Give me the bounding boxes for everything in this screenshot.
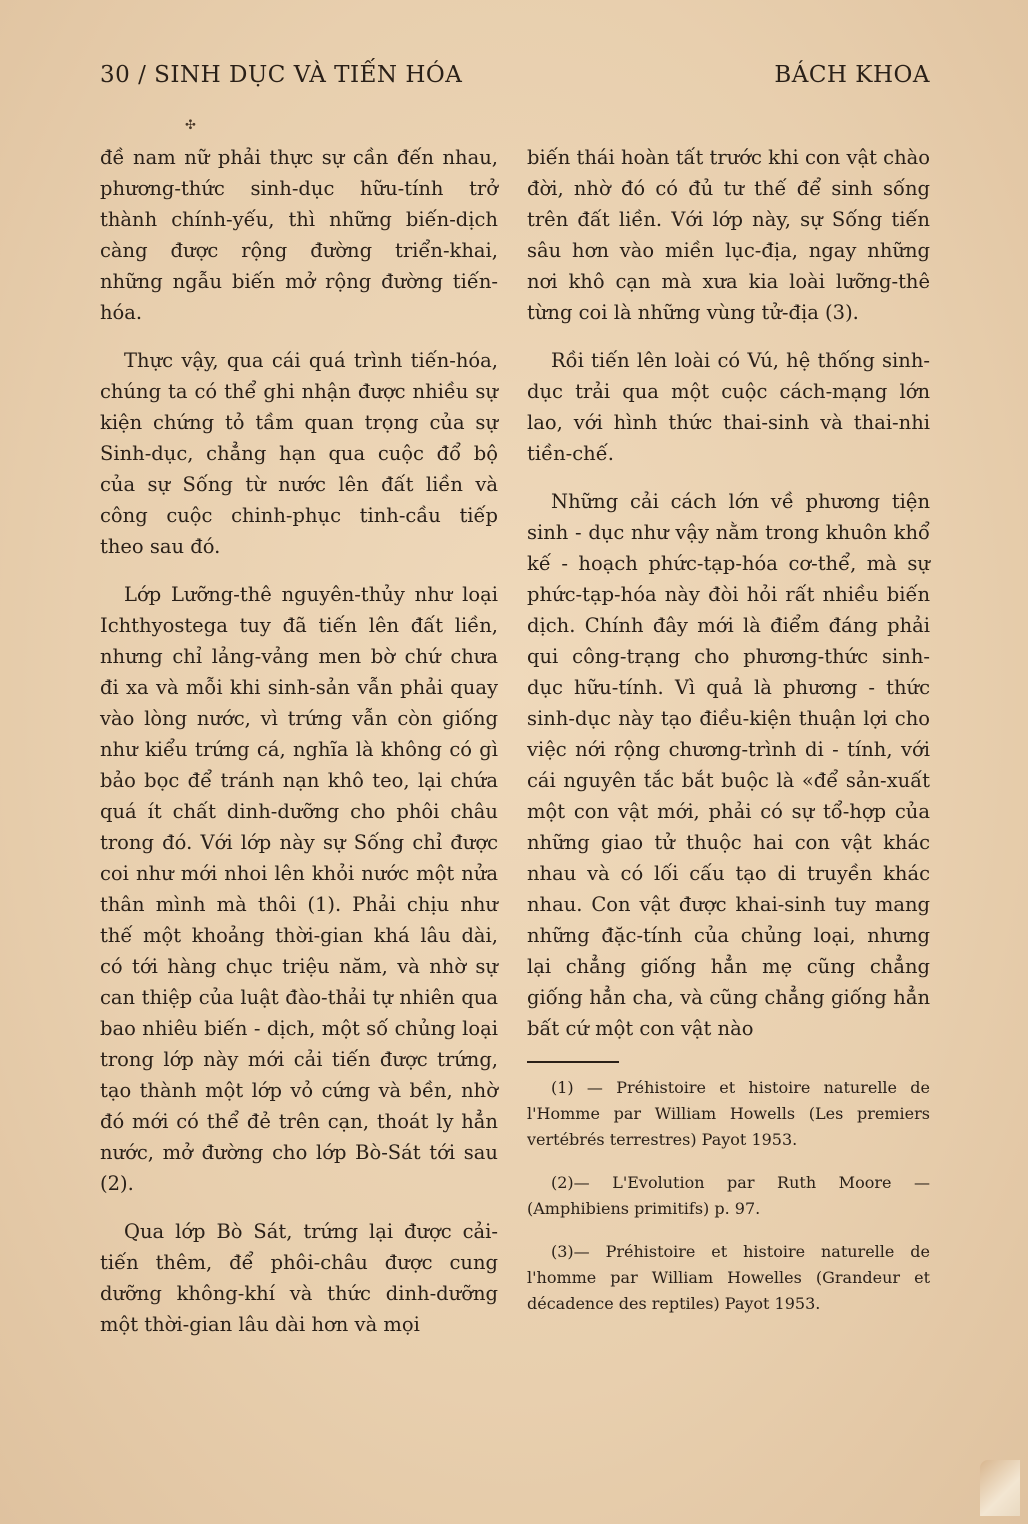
left-column xyxy=(100,142,498,1357)
paragraph: đề nam nữ phải thực sự cần đến nhau, phương-thức sinh-dục hữu-tính trở thành chính-yếu, thì những biến-dịch càng được rộng đường triển-khai, những ngẫu biến mở rộng đường tiến-hóa. xyxy=(100,146,498,324)
footnote: (1) — Préhistoire et histoire naturelle de l'Homme par William Howells (Les premiers vertébrés terrestres) Payot 1953. xyxy=(527,1078,930,1149)
running-header xyxy=(100,62,930,96)
magazine-name: BÁCH KHOA xyxy=(774,62,930,88)
page-corner-curl xyxy=(980,1460,1020,1516)
paragraph: Qua lớp Bò Sát, trứng lại được cải-tiến thêm, để phôi-châu được cung dưỡng không-khí và thức dinh-dưỡng một thời-gian lâu dài hơn và mọi xyxy=(100,1220,498,1336)
paragraph: Thực vậy, qua cái quá trình tiến-hóa, chúng ta có thể ghi nhận được nhiều sự kiện chứng tỏ tầm quan trọng của sự Sinh-dục, chẳng hạn qua cuộc đổ bộ của sự Sống từ nước lên đất liền và công cuộc chinh-phục tinh-cầu tiếp theo sau đó. xyxy=(100,349,498,558)
page-title: 30 / SINH DỤC VÀ TIẾN HÓA xyxy=(100,62,463,88)
paragraph: biến thái hoàn tất trước khi con vật chào đời, nhờ đó có đủ tư thế để sinh sống trên đất liền. Với lớp này, sự Sống tiến sâu hơn vào miền lục-địa, ngay những nơi khô cạn mà xưa kia loài lưỡng-thê từng coi là những vùng tử-địa (3). xyxy=(527,146,930,324)
right-column xyxy=(527,142,930,1334)
paragraph: Lớp Lưỡng-thê nguyên-thủy như loại Ichthyostega tuy đã tiến lên đất liền, nhưng chỉ lảng-vảng men bờ chứ chưa đi xa và mỗi khi sinh-sản vẫn phải quay vào lòng nước, vì trứng vẫn còn giống như kiểu trứng cá, nghĩa là không có gì bảo bọc để tránh nạn khô teo, lại chứa quá ít chất dinh-dưỡng cho phôi châu trong đó. Với lớp này sự Sống chỉ được coi như mới nhoi lên khỏi nước một nửa thân mình mà thôi (1). Phải chịu như thế một khoảng thời-gian khá lâu dài, có tới hàng chục triệu năm, và nhờ sự can thiệp của luật đào-thải tự nhiên qua bao nhiêu biến - dịch, một số chủng loại trong lớp này mới cải tiến được trứng, tạo thành một lớp vỏ cứng và bền, nhờ đó mới có thể đẻ trên cạn, thoát ly hẳn nước, mở đường cho lớp Bò-Sát tới sau (2). xyxy=(100,583,498,1195)
paragraph: Những cải cách lớn về phương tiện sinh - dục như vậy nằm trong khuôn khổ kế - hoạch phức-tạp-hóa cơ-thể, mà sự phức-tạp-hóa này đòi hỏi rất nhiều biến dịch. Chính đây mới là điểm đáng phải qui công-trạng cho phương-thức sinh-dục hữu-tính. Vì quả là phương - thức sinh-dục này tạo điều-kiện thuận lợi cho việc nới rộng chương-trình di - tính, với cái nguyên tắc bắt buộc là «để sản-xuất một con vật mới, phải có sự tổ-hợp của những giao tử thuộc hai con vật khác nhau và có lối cấu tạo di truyền khác nhau. Con vật được khai-sinh tuy mang những đặc-tính của chủng loại, nhưng lại chẳng giống hẳn mẹ cũng chẳng giống hẳn cha, và cũng chẳng giống hẳn bất cứ một con vật nào xyxy=(527,490,930,1040)
footnote: (3)— Préhistoire et histoire naturelle de l'homme par William Howelles (Grandeur et décadence des reptiles) Payot 1953. xyxy=(527,1242,930,1313)
footnote-divider xyxy=(527,1061,619,1063)
paragraph: Rồi tiến lên loài có Vú, hệ thống sinh-dục trải qua một cuộc cách-mạng lớn lao, với hình thức thai-sinh và thai-nhi tiền-chế. xyxy=(527,349,930,465)
footnote: (2)— L'Evolution par Ruth Moore — (Amphibiens primitifs) p. 97. xyxy=(527,1173,930,1218)
print-mark-icon: ✣ xyxy=(185,118,196,133)
